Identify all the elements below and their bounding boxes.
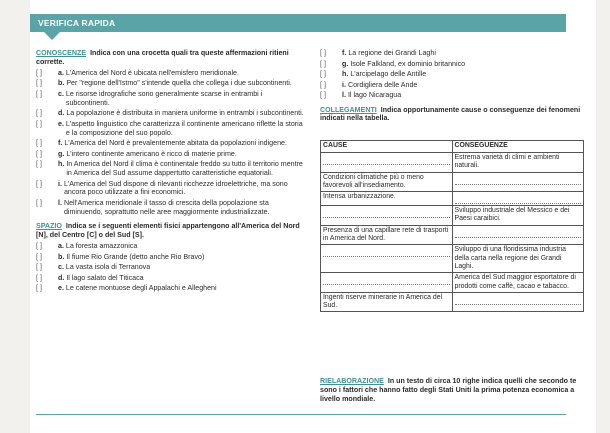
checkbox[interactable]: [ ]: [36, 89, 42, 98]
list-item[interactable]: [36, 274, 308, 283]
spazio-key: SPAZIO: [36, 222, 62, 231]
item-letter: e.: [58, 119, 64, 128]
list-item[interactable]: [36, 199, 308, 217]
answer-box[interactable]: [ ]: [36, 242, 42, 251]
collegamenti-instruction: Indica opportunamente cause o conseguenze dei fenomeni indicati nella tabella.: [320, 105, 581, 123]
item-letter: c.: [58, 89, 64, 98]
checkbox[interactable]: [ ]: [36, 79, 42, 88]
verifica-banner: [30, 14, 566, 32]
item-letter: e.: [58, 284, 64, 293]
item-text: Il lago salato del Titicaca: [66, 273, 144, 282]
item-text: La regione dei Grandi Laghi: [348, 49, 436, 57]
conoscenze-list: [36, 69, 308, 217]
table-row: [321, 225, 584, 245]
table-row: [321, 153, 584, 173]
item-letter: c.: [58, 263, 64, 272]
item-text: Il lago Nicaragua: [347, 91, 402, 99]
checkbox[interactable]: [ ]: [36, 119, 42, 128]
cause-conseguenze-table: [320, 140, 584, 312]
collegamenti-heading: [320, 106, 590, 124]
list-item[interactable]: [36, 180, 308, 198]
item-text: L'aspetto linguistico che caratterizza il continente americano riflette la storia e la composizione del suo popolo.: [65, 119, 303, 137]
checkbox[interactable]: [ ]: [36, 198, 42, 207]
item-letter: i.: [58, 179, 62, 188]
list-item[interactable]: [36, 109, 308, 118]
answer-box[interactable]: [ ]: [320, 70, 326, 78]
table-row: [321, 206, 584, 226]
item-text: L'intero continente americano è ricco di materie prime.: [66, 149, 237, 158]
rielaborazione-instruction: In un testo di circa 10 righe indica quelli che secondo te sono i fattori che hanno fatto degli Stati Uniti la prima potenza economica a livello mondiale.: [320, 377, 577, 403]
item-letter: h.: [342, 70, 349, 78]
item-text: L'arcipelago delle Antille: [350, 70, 427, 78]
blank-line[interactable]: [323, 211, 450, 218]
list-item[interactable]: [36, 160, 308, 178]
conseguenze-cell[interactable]: [452, 225, 584, 245]
spazio-list-left: [36, 242, 308, 293]
conseguenze-cell: Estrema varietà di climi e ambienti naturali.: [452, 153, 584, 173]
blank-line[interactable]: [455, 231, 582, 238]
rielaborazione-key: RIELABORAZIONE: [320, 377, 384, 385]
item-text: La vasta isola di Terranova: [65, 263, 151, 272]
item-letter: f.: [342, 49, 347, 57]
list-item[interactable]: [320, 49, 590, 58]
col-header-cause: CAUSE: [321, 141, 453, 153]
item-letter: i.: [342, 80, 346, 89]
item-letter: b.: [58, 252, 65, 261]
rielaborazione-heading: [320, 377, 590, 404]
collegamenti-key: COLLEGAMENTI: [320, 105, 377, 114]
answer-box[interactable]: [ ]: [320, 91, 326, 99]
banner-title: VERIFICA RAPIDA: [38, 18, 116, 28]
list-item[interactable]: [320, 70, 590, 79]
list-item[interactable]: [36, 139, 308, 148]
checkbox[interactable]: [ ]: [36, 139, 42, 148]
table-row: [321, 172, 584, 192]
list-item[interactable]: [36, 69, 308, 78]
item-letter: d.: [58, 273, 65, 282]
table-row: [321, 245, 584, 273]
item-letter: g.: [58, 149, 65, 158]
conoscenze-heading: [36, 49, 308, 67]
spazio-instruction: Indica se i seguenti elementi fisici appartengono all'America del Nord [N], del Centro [C] o del Sud [S].: [36, 222, 300, 240]
right-column: [320, 49, 590, 125]
table-header-row: [321, 141, 584, 153]
answer-box[interactable]: [ ]: [320, 59, 326, 68]
cause-cell: Intensa urbanizzazione.: [321, 192, 453, 206]
blank-line[interactable]: [455, 298, 582, 305]
checkbox[interactable]: [ ]: [36, 149, 42, 158]
item-letter: l.: [58, 198, 62, 207]
conseguenze-cell: Sviluppo industriale del Messico e dei Paesi caraibici.: [452, 206, 584, 226]
item-letter: b.: [58, 79, 65, 88]
blank-line[interactable]: [323, 250, 450, 257]
answer-box[interactable]: [ ]: [320, 80, 326, 89]
conseguenze-cell[interactable]: [452, 192, 584, 206]
answer-box[interactable]: [ ]: [36, 273, 42, 282]
item-text: Le risorse idrografiche sono generalmente scarse in entrambi i subcontinenti.: [65, 89, 263, 107]
checkbox[interactable]: [ ]: [36, 179, 42, 188]
left-column: [36, 49, 308, 295]
blank-line[interactable]: [323, 158, 450, 165]
item-text: L'America del Nord è ubicata nell'emisfero meridionale.: [65, 68, 239, 77]
conseguenze-cell[interactable]: [452, 292, 584, 312]
item-text: Cordigliera delle Ande: [347, 80, 418, 89]
list-item[interactable]: [36, 120, 308, 138]
list-item[interactable]: [36, 79, 308, 88]
col-header-conseguenze: CONSEGUENZE: [452, 141, 584, 153]
item-text: La foresta amazzonica: [65, 242, 138, 251]
list-item[interactable]: [36, 253, 308, 262]
cause-cell: Ingenti riserve minerarie in America del Sud.: [321, 292, 453, 312]
list-item[interactable]: [320, 91, 590, 100]
rielaborazione-section: [320, 377, 590, 406]
list-item[interactable]: [36, 284, 308, 293]
item-text: In America del Nord il clima è continentale freddo su tutto il territorio mentre in America del Sud assume dappertutto caratteristiche equatoriali.: [66, 160, 303, 178]
banner-tab-triangle: [44, 32, 60, 40]
item-letter: g.: [342, 59, 349, 68]
table-row: [321, 192, 584, 206]
list-item[interactable]: [36, 90, 308, 108]
item-letter: h.: [58, 160, 65, 169]
cause-cell[interactable]: [321, 153, 453, 173]
conseguenze-cell: Sviluppo di una floridissima industria della carta nella regione dei Grandi Laghi.: [452, 245, 584, 273]
item-letter: f.: [58, 139, 63, 148]
cause-cell: Condizioni climatiche più o meno favorevoli all'insediamento.: [321, 172, 453, 192]
table-row: [321, 273, 584, 293]
item-letter: d.: [58, 109, 65, 118]
conseguenze-cell: America del Sud maggior esportatore di prodotti come caffè, cacao e tabacco.: [452, 273, 584, 293]
cause-cell[interactable]: [321, 273, 453, 293]
footer-divider: [36, 414, 566, 415]
item-text: L'America del Sud dispone di rilevanti ricchezze idroelettriche, ma sono ancora poco utilizzate a fini economici.: [63, 179, 288, 197]
item-letter: a.: [58, 68, 64, 77]
checkbox[interactable]: [ ]: [36, 160, 42, 169]
spazio-list-right: [320, 49, 590, 100]
item-text: Le catene montuose degli Appalachi e Allegheni: [65, 284, 217, 293]
conoscenze-key: CONOSCENZE: [36, 49, 87, 57]
list-item[interactable]: [320, 81, 590, 90]
blank-line[interactable]: [455, 197, 582, 204]
cause-cell[interactable]: [321, 245, 453, 273]
answer-box[interactable]: [ ]: [36, 284, 42, 293]
spazio-heading: [36, 222, 308, 240]
item-text: Nell'America meridionale il tasso di crescita della popolazione sta diminuendo, soprattutto nelle aree maggiormente industrializzate.: [63, 198, 270, 216]
conoscenze-instruction: Indica con una crocetta quali tra queste affermazioni ritieni corrette.: [36, 49, 289, 66]
table-row: [321, 292, 584, 312]
cause-cell: Presenza di una capillare rete di trasporti in America del Nord.: [321, 225, 453, 245]
list-item[interactable]: [36, 263, 308, 272]
blank-line[interactable]: [323, 278, 450, 285]
item-text: L'America del Nord è prevalentemente abitata da popolazioni indigene.: [64, 139, 287, 148]
list-item[interactable]: [36, 150, 308, 159]
blank-line[interactable]: [455, 178, 582, 185]
list-item[interactable]: [36, 242, 308, 251]
item-text: La popolazione è distribuita in maniera uniforme in entrambi i subcontinenti.: [66, 109, 304, 118]
worksheet-page: [30, 0, 596, 433]
item-text: Per "regione dell'Istmo" s'intende quella che collega i due subcontinenti.: [66, 79, 292, 88]
list-item[interactable]: [320, 60, 590, 69]
answer-box[interactable]: [ ]: [36, 252, 42, 261]
conseguenze-cell[interactable]: [452, 172, 584, 192]
item-text: Il fiume Rio Grande (detto anche Rio Bravo): [66, 252, 205, 261]
cause-cell[interactable]: [321, 206, 453, 226]
checkbox[interactable]: [ ]: [36, 109, 42, 118]
answer-box[interactable]: [ ]: [36, 263, 42, 272]
item-letter: l.: [342, 91, 346, 99]
checkbox[interactable]: [ ]: [36, 68, 42, 77]
item-text: Isole Falkland, ex dominio britannico: [350, 59, 466, 68]
item-letter: a.: [58, 242, 64, 251]
answer-box[interactable]: [ ]: [320, 49, 326, 57]
